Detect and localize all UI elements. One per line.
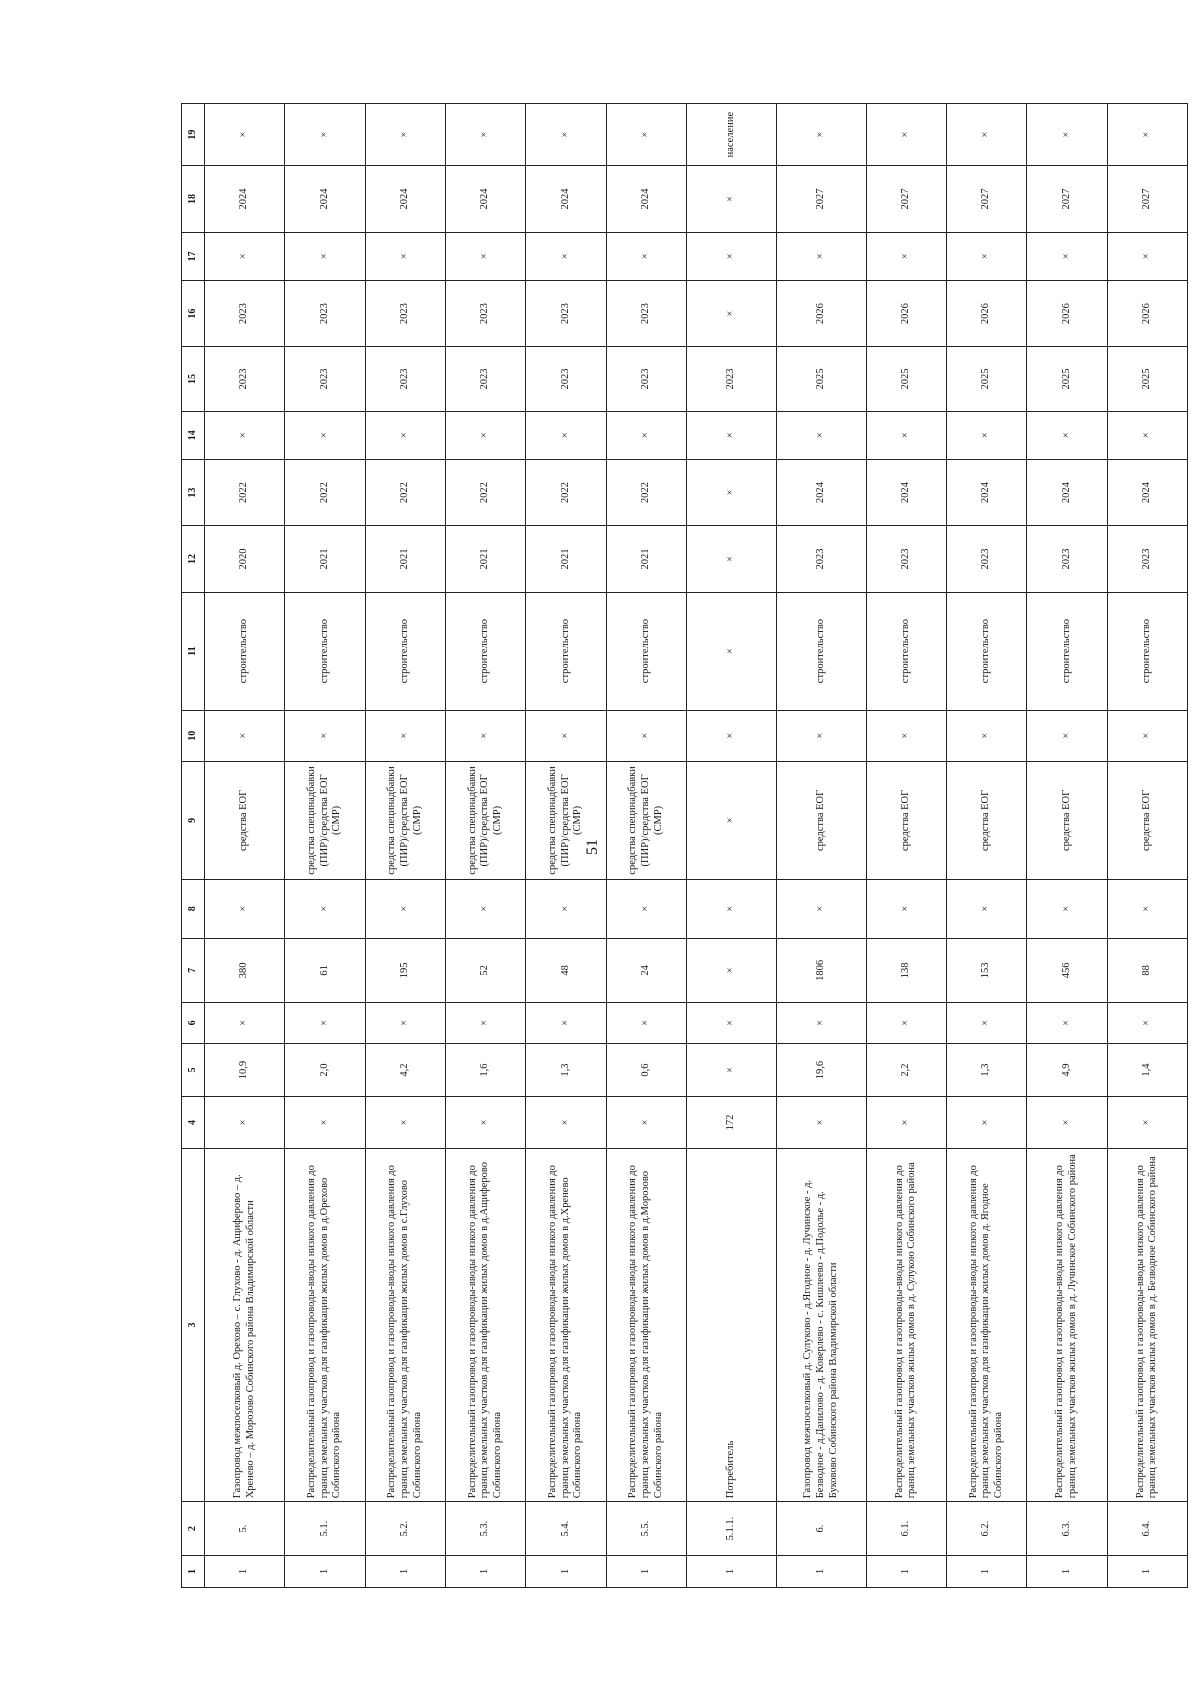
table-cell-col-15: 2025 [1027, 347, 1107, 411]
table-row [526, 104, 606, 1588]
table-cell-col-1: 1 [526, 1555, 606, 1587]
table-cell-col-11: строительство [365, 592, 445, 710]
table-cell-col-7: 138 [866, 938, 946, 1002]
table-cell-col-2: 6.1. [866, 1502, 946, 1556]
table-cell-col-7: 52 [445, 938, 525, 1002]
table-cell-col-8: × [1107, 879, 1187, 938]
table-cell-col-3: Распределительный газопровод и газопроводы-вводы низкого давления до границ земельных участков для газификации жилых домов в д.Ащиферово Собинского района [445, 1148, 525, 1502]
table-cell-col-10: × [365, 710, 445, 761]
table-cell-col-9: средства специнадбавки (ПИР)/средства ЕОГ (СМР) [365, 761, 445, 879]
table-cell-col-12: 2020 [205, 526, 285, 592]
table-cell-col-9: средства специнадбавки (ПИР)/средства ЕОГ (СМР) [606, 761, 686, 879]
table-cell-col-18: 2024 [285, 166, 365, 232]
table-cell-col-1: 1 [445, 1555, 525, 1587]
table-row [1107, 104, 1187, 1588]
table-cell-col-10: × [445, 710, 525, 761]
table-cell-col-7: 61 [285, 938, 365, 1002]
table-cell-col-1: 1 [285, 1555, 365, 1587]
table-cell-col-11: строительство [776, 592, 866, 710]
table-cell-col-6: × [285, 1003, 365, 1044]
table-cell-col-5: 2,2 [866, 1043, 946, 1097]
table-cell-col-16: 2023 [205, 280, 285, 346]
table-cell-col-18: 2027 [947, 166, 1027, 232]
table-cell-col-12: 2023 [866, 526, 946, 592]
column-header-14: 14 [182, 411, 205, 459]
table-cell-col-10: × [1107, 710, 1187, 761]
table-row [686, 104, 776, 1588]
table-cell-col-7: 153 [947, 938, 1027, 1002]
table-cell-col-13: 2024 [866, 459, 946, 525]
table-cell-col-7: × [686, 938, 776, 1002]
table-cell-col-3: Газопровод межпоселковый д. Сулуково - д.Ягодное - д. Лучинское - д. Безводное - д.Данилово - д. Коверлево - с. Кишлеево - д.Подолье - д. Буковово Собинского района Владимирской области [776, 1148, 866, 1502]
column-header-3: 3 [182, 1148, 205, 1502]
table-cell-col-18: × [686, 166, 776, 232]
table-cell-col-18: 2024 [365, 166, 445, 232]
table-cell-col-14: × [947, 411, 1027, 459]
table-cell-col-12: 2023 [947, 526, 1027, 592]
table-cell-col-5: 2,0 [285, 1043, 365, 1097]
table-cell-col-8: × [365, 879, 445, 938]
column-header-1: 1 [182, 1555, 205, 1587]
table-cell-col-3: Распределительный газопровод и газопроводы-вводы низкого давления до границ земельных участков для газификации жилых домов в д.Морозово Собинского района [606, 1148, 686, 1502]
table-cell-col-13: 2022 [526, 459, 606, 525]
column-header-16: 16 [182, 280, 205, 346]
table-cell-col-18: 2024 [526, 166, 606, 232]
table-cell-col-5: 4,2 [365, 1043, 445, 1097]
table-cell-col-16: 2023 [365, 280, 445, 346]
table-cell-col-12: 2021 [606, 526, 686, 592]
table-cell-col-2: 5.1. [285, 1502, 365, 1556]
table-cell-col-17: × [686, 232, 776, 280]
table-cell-col-3: Распределительный газопровод и газопроводы-вводы низкого давления до границ земельных участков для газификации жилых домов д. Ягодное Собинского района [947, 1148, 1027, 1502]
table-cell-col-15: 2025 [947, 347, 1027, 411]
table-cell-col-6: × [947, 1003, 1027, 1044]
table-row [445, 104, 525, 1588]
table-cell-col-1: 1 [947, 1555, 1027, 1587]
column-header-15: 15 [182, 347, 205, 411]
table-cell-col-19: × [285, 104, 365, 166]
table-cell-col-6: × [606, 1003, 686, 1044]
table-cell-col-10: × [1027, 710, 1107, 761]
rotated-table-wrapper [181, 103, 1188, 1588]
table-cell-col-10: × [686, 710, 776, 761]
table-cell-col-5: 1,6 [445, 1043, 525, 1097]
table-cell-col-4: × [947, 1097, 1027, 1148]
table-cell-col-16: 2023 [445, 280, 525, 346]
table-cell-col-13: 2022 [445, 459, 525, 525]
table-cell-col-4: × [606, 1097, 686, 1148]
table-cell-col-5: 10,9 [205, 1043, 285, 1097]
table-cell-col-12: 2023 [1107, 526, 1187, 592]
table-cell-col-2: 5.2. [365, 1502, 445, 1556]
table-cell-col-16: × [686, 280, 776, 346]
table-cell-col-2: 6. [776, 1502, 866, 1556]
table-cell-col-19: население [686, 104, 776, 166]
table-cell-col-3: Распределительный газопровод и газопроводы-вводы низкого давления до границ земельных участков для газификации жилых домов в с.Глухово Собинского района [365, 1148, 445, 1502]
table-cell-col-17: × [947, 232, 1027, 280]
table-cell-col-18: 2024 [606, 166, 686, 232]
table-cell-col-6: × [205, 1003, 285, 1044]
table-cell-col-19: × [526, 104, 606, 166]
table-cell-col-19: × [947, 104, 1027, 166]
table-cell-col-19: × [776, 104, 866, 166]
table-cell-col-17: × [365, 232, 445, 280]
table-cell-col-16: 2023 [606, 280, 686, 346]
table-cell-col-9: средства специнадбавки (ПИР)/средства ЕОГ (СМР) [285, 761, 365, 879]
table-cell-col-12: 2021 [365, 526, 445, 592]
table-cell-col-15: 2023 [526, 347, 606, 411]
table-cell-col-1: 1 [686, 1555, 776, 1587]
table-cell-col-9: средства специнадбавки (ПИР)/средства ЕОГ (СМР) [445, 761, 525, 879]
table-cell-col-1: 1 [866, 1555, 946, 1587]
table-cell-col-2: 6.4. [1107, 1502, 1187, 1556]
table-cell-col-7: 456 [1027, 938, 1107, 1002]
table-cell-col-1: 1 [776, 1555, 866, 1587]
column-header-18: 18 [182, 166, 205, 232]
table-cell-col-7: 24 [606, 938, 686, 1002]
table-cell-col-15: 2025 [1107, 347, 1187, 411]
table-cell-col-17: × [445, 232, 525, 280]
table-cell-col-2: 6.3. [1027, 1502, 1107, 1556]
table-cell-col-8: × [866, 879, 946, 938]
table-cell-col-19: × [606, 104, 686, 166]
table-cell-col-1: 1 [365, 1555, 445, 1587]
table-cell-col-9: средства ЕОГ [947, 761, 1027, 879]
table-cell-col-4: × [1107, 1097, 1187, 1148]
table-row [285, 104, 365, 1588]
table-cell-col-14: × [445, 411, 525, 459]
table-cell-col-13: 2022 [365, 459, 445, 525]
table-cell-col-6: × [1107, 1003, 1187, 1044]
table-cell-col-17: × [606, 232, 686, 280]
table-row [1027, 104, 1107, 1588]
table-cell-col-11: строительство [1107, 592, 1187, 710]
table-cell-col-15: 2023 [365, 347, 445, 411]
table-cell-col-11: строительство [606, 592, 686, 710]
table-cell-col-16: 2026 [1107, 280, 1187, 346]
table-cell-col-3: Потребитель [686, 1148, 776, 1502]
table-cell-col-4: × [526, 1097, 606, 1148]
table-cell-col-14: × [1107, 411, 1187, 459]
table-cell-col-1: 1 [1107, 1555, 1187, 1587]
table-cell-col-8: × [285, 879, 365, 938]
table-cell-col-7: 1806 [776, 938, 866, 1002]
table-cell-col-14: × [205, 411, 285, 459]
page-number: 51 [584, 839, 601, 855]
table-cell-col-18: 2027 [1027, 166, 1107, 232]
table-cell-col-3: Распределительный газопровод и газопроводы-вводы низкого давления до границ земельных участков для газификации жилых домов в д.Орехово Собинского района [285, 1148, 365, 1502]
table-cell-col-16: 2023 [285, 280, 365, 346]
table-row [365, 104, 445, 1588]
table-cell-col-1: 1 [606, 1555, 686, 1587]
table-cell-col-11: строительство [1027, 592, 1107, 710]
table-cell-col-5: 19,6 [776, 1043, 866, 1097]
table-row [776, 104, 866, 1588]
table-cell-col-2: 5. [205, 1502, 285, 1556]
table-cell-col-13: 2024 [1107, 459, 1187, 525]
table-cell-col-17: × [205, 232, 285, 280]
table-cell-col-3: Распределительный газопровод и газопроводы-вводы низкого давления до границ земельных участков жилых домов в д. Лучинское Собинского района [1027, 1148, 1107, 1502]
table-cell-col-14: × [866, 411, 946, 459]
table-cell-col-5: 1,3 [947, 1043, 1027, 1097]
table-cell-col-13: 2024 [1027, 459, 1107, 525]
table-cell-col-9: × [686, 761, 776, 879]
table-cell-col-19: × [365, 104, 445, 166]
column-header-13: 13 [182, 459, 205, 525]
table-cell-col-17: × [1107, 232, 1187, 280]
table-cell-col-13: 2022 [285, 459, 365, 525]
table-cell-col-13: 2022 [606, 459, 686, 525]
table-cell-col-19: × [1107, 104, 1187, 166]
table-cell-col-4: × [205, 1097, 285, 1148]
table-cell-col-7: 380 [205, 938, 285, 1002]
table-cell-col-16: 2026 [1027, 280, 1107, 346]
table-cell-col-17: × [526, 232, 606, 280]
table-cell-col-14: × [526, 411, 606, 459]
table-cell-col-8: × [947, 879, 1027, 938]
table-cell-col-15: 2025 [776, 347, 866, 411]
table-cell-col-3: Распределительный газопровод и газопроводы-вводы низкого давления до границ земельных участков для газификации жилых домов в д.Хренево Собинского района [526, 1148, 606, 1502]
table-cell-col-9: средства ЕОГ [1027, 761, 1107, 879]
table-cell-col-2: 5.1.1. [686, 1502, 776, 1556]
table-cell-col-15: 2023 [205, 347, 285, 411]
table-cell-col-11: строительство [205, 592, 285, 710]
table-cell-col-8: × [606, 879, 686, 938]
table-cell-col-10: × [776, 710, 866, 761]
table-cell-col-4: × [445, 1097, 525, 1148]
table-cell-col-12: 2023 [1027, 526, 1107, 592]
column-header-5: 5 [182, 1043, 205, 1097]
table-cell-col-2: 5.5. [606, 1502, 686, 1556]
gas-pipeline-table [181, 103, 1188, 1588]
table-cell-col-18: 2027 [776, 166, 866, 232]
table-cell-col-18: 2027 [866, 166, 946, 232]
table-cell-col-17: × [1027, 232, 1107, 280]
table-cell-col-9: средства ЕОГ [866, 761, 946, 879]
table-cell-col-5: 1,4 [1107, 1043, 1187, 1097]
table-cell-col-4: 172 [686, 1097, 776, 1148]
table-cell-col-4: × [776, 1097, 866, 1148]
column-header-8: 8 [182, 879, 205, 938]
table-cell-col-15: 2023 [285, 347, 365, 411]
table-cell-col-6: × [686, 1003, 776, 1044]
table-row [606, 104, 686, 1588]
table-cell-col-13: 2022 [205, 459, 285, 525]
table-cell-col-12: 2023 [776, 526, 866, 592]
table-cell-col-5: 0,6 [606, 1043, 686, 1097]
table-cell-col-13: 2024 [947, 459, 1027, 525]
table-cell-col-7: 48 [526, 938, 606, 1002]
table-cell-col-9: средства специнадбавки (ПИР)/средства ЕОГ (СМР) [526, 761, 606, 879]
column-header-2: 2 [182, 1502, 205, 1556]
table-cell-col-10: × [285, 710, 365, 761]
table-cell-col-10: × [606, 710, 686, 761]
table-cell-col-11: строительство [445, 592, 525, 710]
table-cell-col-4: × [285, 1097, 365, 1148]
column-header-19: 19 [182, 104, 205, 166]
column-header-17: 17 [182, 232, 205, 280]
table-cell-col-15: 2025 [866, 347, 946, 411]
table-cell-col-2: 6.2. [947, 1502, 1027, 1556]
table-cell-col-10: × [947, 710, 1027, 761]
table-cell-col-1: 1 [1027, 1555, 1107, 1587]
table-cell-col-2: 5.3. [445, 1502, 525, 1556]
table-cell-col-19: × [1027, 104, 1107, 166]
table-cell-col-11: строительство [947, 592, 1027, 710]
table-cell-col-13: × [686, 459, 776, 525]
table-cell-col-15: 2023 [445, 347, 525, 411]
table-cell-col-10: × [526, 710, 606, 761]
table-cell-col-14: × [365, 411, 445, 459]
table-cell-col-3: Распределительный газопровод и газопроводы-вводы низкого давления до границ земельных участков жилых домов в д. Сулукою Собинского района [866, 1148, 946, 1502]
table-cell-col-7: 88 [1107, 938, 1187, 1002]
table-cell-col-17: × [776, 232, 866, 280]
table-cell-col-12: 2021 [445, 526, 525, 592]
table-cell-col-18: 2024 [445, 166, 525, 232]
table-cell-col-9: средства ЕОГ [776, 761, 866, 879]
table-cell-col-16: 2023 [526, 280, 606, 346]
column-header-7: 7 [182, 938, 205, 1002]
table-cell-col-8: × [526, 879, 606, 938]
table-cell-col-15: 2023 [686, 347, 776, 411]
table-cell-col-7: 195 [365, 938, 445, 1002]
table-cell-col-16: 2026 [947, 280, 1027, 346]
table-cell-col-5: 1,3 [526, 1043, 606, 1097]
table-cell-col-6: × [365, 1003, 445, 1044]
table-cell-col-8: × [205, 879, 285, 938]
table-cell-col-5: 4,9 [1027, 1043, 1107, 1097]
table-row [205, 104, 285, 1588]
table-cell-col-9: средства ЕОГ [1107, 761, 1187, 879]
table-cell-col-19: × [445, 104, 525, 166]
table-cell-col-1: 1 [205, 1555, 285, 1587]
table-cell-col-16: 2026 [776, 280, 866, 346]
column-header-9: 9 [182, 761, 205, 879]
table-cell-col-8: × [686, 879, 776, 938]
table-cell-col-12: 2021 [285, 526, 365, 592]
table-cell-col-8: × [1027, 879, 1107, 938]
table-cell-col-19: × [866, 104, 946, 166]
table-cell-col-4: × [866, 1097, 946, 1148]
table-cell-col-11: строительство [526, 592, 606, 710]
column-header-6: 6 [182, 1003, 205, 1044]
table-cell-col-18: 2027 [1107, 166, 1187, 232]
table-cell-col-12: × [686, 526, 776, 592]
table-cell-col-6: × [776, 1003, 866, 1044]
table-cell-col-11: строительство [285, 592, 365, 710]
table-cell-col-14: × [1027, 411, 1107, 459]
table-cell-col-14: × [776, 411, 866, 459]
table-cell-col-12: 2021 [526, 526, 606, 592]
table-row [866, 104, 946, 1588]
table-cell-col-14: × [285, 411, 365, 459]
column-header-11: 11 [182, 592, 205, 710]
table-cell-col-4: × [365, 1097, 445, 1148]
table-cell-col-6: × [526, 1003, 606, 1044]
table-cell-col-8: × [445, 879, 525, 938]
table-cell-col-11: × [686, 592, 776, 710]
table-cell-col-14: × [686, 411, 776, 459]
column-header-4: 4 [182, 1097, 205, 1148]
table-cell-col-11: строительство [866, 592, 946, 710]
table-cell-col-14: × [606, 411, 686, 459]
column-header-12: 12 [182, 526, 205, 592]
table-cell-col-17: × [285, 232, 365, 280]
table-cell-col-3: Газопровод межпоселковый д. Орехово – с. Глухово - д. Ащиферово – д. Хренево – д. Морозово Собинского района Владимирской области [205, 1148, 285, 1502]
table-cell-col-19: × [205, 104, 285, 166]
column-header-10: 10 [182, 710, 205, 761]
table-cell-col-6: × [1027, 1003, 1107, 1044]
table-cell-col-5: × [686, 1043, 776, 1097]
header-row [182, 104, 205, 1588]
table-cell-col-10: × [866, 710, 946, 761]
table-row [947, 104, 1027, 1588]
table-cell-col-8: × [776, 879, 866, 938]
table-cell-col-3: Распределительный газопровод и газопроводы-вводы низкого давления до границ земельных участков жилых домов в д. Безводное Собинского района [1107, 1148, 1187, 1502]
table-cell-col-18: 2024 [205, 166, 285, 232]
table-cell-col-15: 2023 [606, 347, 686, 411]
table-cell-col-4: × [1027, 1097, 1107, 1148]
table-cell-col-16: 2026 [866, 280, 946, 346]
table-cell-col-9: средства ЕОГ [205, 761, 285, 879]
table-cell-col-17: × [866, 232, 946, 280]
table-cell-col-2: 5.4. [526, 1502, 606, 1556]
table-cell-col-10: × [205, 710, 285, 761]
table-cell-col-13: 2024 [776, 459, 866, 525]
table-cell-col-6: × [445, 1003, 525, 1044]
table-cell-col-6: × [866, 1003, 946, 1044]
